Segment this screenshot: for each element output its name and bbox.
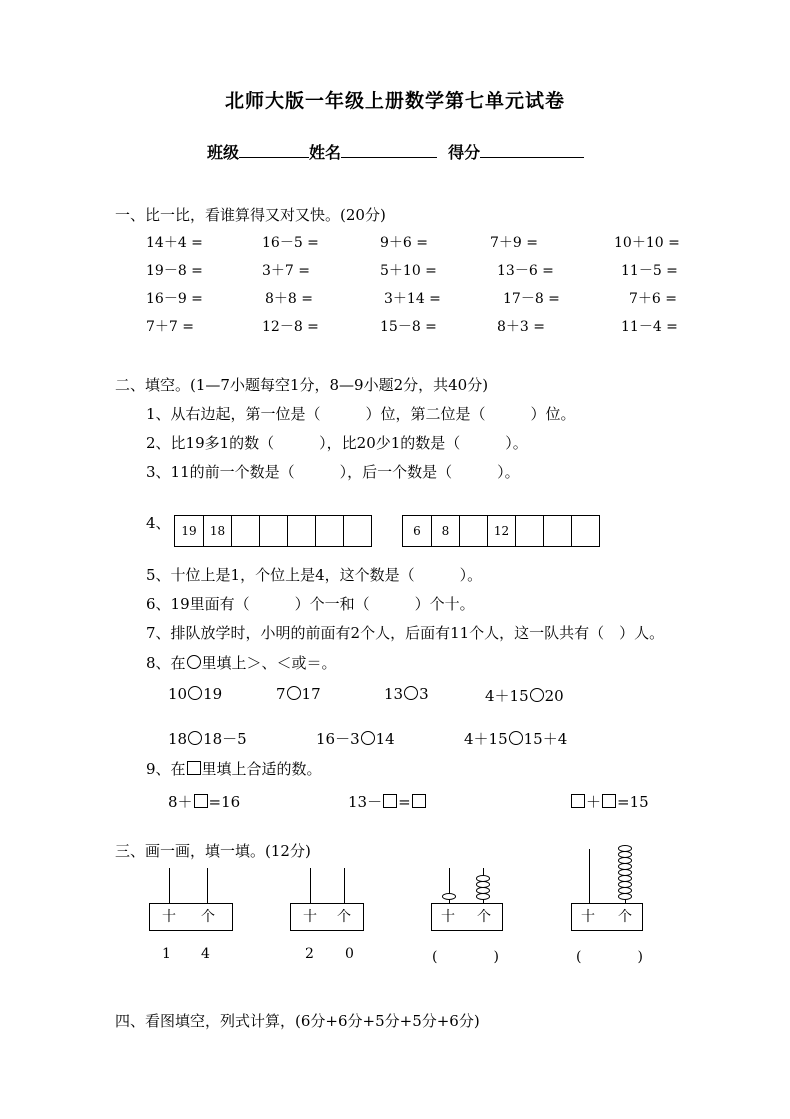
abacus-1 — [149, 868, 233, 932]
abacus-4-answer[interactable]: ( ) — [576, 949, 643, 965]
question-9-suffix: 里填上合适的数。 — [201, 760, 322, 778]
sequence-cell[interactable] — [315, 516, 343, 546]
compare-right: 20 — [544, 687, 564, 705]
question-8-suffix: 里填上＞、＜或＝。 — [201, 654, 337, 672]
calc-item: 8＋8 = — [265, 291, 313, 307]
answer-box[interactable] — [194, 794, 208, 808]
score-label: 得分 — [448, 143, 481, 162]
equation-text: =16 — [208, 793, 241, 811]
answer-box[interactable] — [602, 794, 616, 808]
equation-text: =15 — [617, 793, 649, 811]
compare-left: 10 — [168, 685, 188, 703]
abacus-base — [431, 903, 503, 931]
abacus-2-ones-answer: 0 — [345, 946, 354, 962]
calc-item: 7＋9 = — [490, 235, 538, 251]
bead — [618, 851, 632, 858]
sequence-cell[interactable] — [543, 516, 571, 546]
calc-item: 3＋14 = — [384, 291, 441, 307]
sequence-cell: 12 — [487, 516, 515, 546]
ones-label: 个 — [477, 909, 491, 925]
question-4-label: 4、 — [146, 514, 171, 532]
question-2: 2、比19多1的数（ ），比20少1的数是（ ）。 — [146, 434, 528, 452]
question-1: 1、从右边起，第一位是（ ）位，第二位是（ ）位。 — [146, 405, 576, 423]
sequence-cell[interactable] — [515, 516, 543, 546]
abacus-2 — [290, 868, 374, 932]
tens-rod — [310, 868, 311, 903]
sequence-cell: 8 — [431, 516, 459, 546]
section-1-heading: 一、比一比，看谁算得又对又快。(20分) — [115, 206, 386, 224]
question-8 — [146, 652, 337, 673]
question-9 — [146, 758, 322, 779]
bead — [476, 881, 490, 888]
compare-item — [168, 728, 247, 749]
bead — [618, 893, 632, 900]
question-3: 3、11的前一个数是（ ），后一个数是（ ）。 — [146, 463, 520, 481]
class-blank[interactable] — [239, 143, 309, 158]
abacus-base — [571, 903, 643, 931]
tens-label: 十 — [162, 909, 176, 925]
abacus-base — [290, 903, 364, 931]
info-line — [207, 140, 584, 163]
abacus-3 — [431, 868, 515, 932]
sequence-cell: 18 — [203, 516, 231, 546]
section-4-heading: 四、看图填空，列式计算，(6分+6分+5分+5分+6分) — [115, 1012, 480, 1030]
compare-right: 17 — [301, 685, 321, 703]
compare-left: 4＋15 — [485, 687, 529, 705]
compare-item — [168, 685, 222, 703]
calc-item: 10＋10 = — [614, 235, 680, 251]
circle-icon — [187, 655, 201, 669]
compare-item — [316, 728, 395, 749]
compare-circle[interactable] — [287, 686, 301, 700]
fill-equation-2 — [348, 791, 427, 812]
compare-left: 4＋15 — [464, 730, 508, 748]
abacus-1-tens-answer: 1 — [162, 946, 171, 962]
bead — [476, 875, 490, 882]
question-7: 7、排队放学时，小明的前面有2个人，后面有11个人，这一队共有（ ）人。 — [146, 624, 665, 642]
calc-item: 8＋3 = — [497, 319, 545, 335]
sequence-cell: 6 — [413, 524, 421, 538]
sequence-cell[interactable] — [459, 516, 487, 546]
calc-item: 7＋7 = — [146, 319, 194, 335]
tens-label: 十 — [441, 909, 455, 925]
compare-left: 16－3 — [316, 730, 360, 748]
bead — [618, 857, 632, 864]
compare-right: 18－5 — [203, 730, 247, 748]
bead — [618, 875, 632, 882]
compare-right: 3 — [419, 685, 429, 703]
question-5: 5、十位上是1，个位上是4，这个数是（ ）。 — [146, 566, 483, 584]
section-3-heading: 三、画一画，填一填。(12分) — [115, 842, 311, 860]
fill-equation-1 — [168, 791, 240, 812]
calc-item: 16－9 = — [146, 291, 203, 307]
sequence-cell: 19 — [181, 524, 197, 538]
compare-left: 18 — [168, 730, 188, 748]
name-label: 姓名 — [309, 143, 342, 162]
bead — [476, 887, 490, 894]
ones-label: 个 — [337, 909, 351, 925]
compare-circle[interactable] — [404, 686, 418, 700]
calc-item: 12－8 = — [262, 319, 319, 335]
compare-right: 15＋4 — [523, 730, 568, 748]
calc-item: 17－8 = — [503, 291, 560, 307]
question-6: 6、19里面有（ ）个一和（ ）个十。 — [146, 595, 475, 613]
compare-circle[interactable] — [361, 731, 375, 745]
compare-circle[interactable] — [509, 731, 523, 745]
sequence-cell[interactable] — [343, 516, 371, 546]
equation-text: = — [398, 793, 411, 811]
question-9-prefix: 9、在 — [146, 760, 186, 778]
compare-right: 19 — [203, 685, 223, 703]
compare-left: 7 — [276, 685, 286, 703]
ones-rod — [344, 868, 345, 903]
sequence-cell[interactable] — [231, 516, 259, 546]
calc-item: 14＋4 = — [146, 235, 203, 251]
bead — [618, 845, 632, 852]
bead — [618, 881, 632, 888]
bead — [618, 887, 632, 894]
bead — [476, 893, 490, 900]
compare-item — [485, 685, 564, 706]
sequence-cell[interactable] — [287, 516, 315, 546]
calc-item: 19－8 = — [146, 263, 203, 279]
score-blank[interactable] — [480, 143, 584, 158]
equation-text: ＋ — [586, 793, 602, 811]
calc-item: 15－8 = — [380, 319, 437, 335]
fill-equation-3 — [570, 791, 649, 812]
calc-item: 13－6 = — [497, 263, 554, 279]
calc-item: 16－5 = — [262, 235, 319, 251]
compare-circle[interactable] — [530, 688, 544, 702]
sequence-cell[interactable] — [571, 516, 599, 546]
bead — [442, 893, 456, 900]
calc-item: 11－5 = — [621, 263, 678, 279]
ones-label: 个 — [618, 909, 632, 925]
tens-rod — [169, 868, 170, 903]
abacus-base — [149, 903, 233, 931]
question-8-prefix: 8、在 — [146, 654, 186, 672]
calc-item: 9＋6 = — [380, 235, 428, 251]
name-blank[interactable] — [341, 143, 437, 158]
square-icon — [187, 761, 201, 775]
number-sequence-1 — [174, 515, 372, 547]
tens-rod — [589, 849, 590, 903]
compare-item — [276, 685, 321, 703]
class-label: 班级 — [207, 143, 240, 162]
calc-item: 3＋7 = — [262, 263, 310, 279]
sequence-cell[interactable] — [259, 516, 287, 546]
abacus-2-tens-answer: 2 — [305, 946, 314, 962]
bead — [618, 869, 632, 876]
bead — [618, 863, 632, 870]
abacus-1-ones-answer: 4 — [201, 946, 210, 962]
tens-label: 十 — [581, 909, 595, 925]
compare-item — [464, 728, 567, 749]
equation-text: 8＋ — [168, 793, 193, 811]
ones-label: 个 — [201, 909, 215, 925]
calc-item: 5＋10 = — [380, 263, 437, 279]
answer-box[interactable] — [383, 794, 397, 808]
compare-left: 13 — [384, 685, 404, 703]
number-sequence-2 — [402, 515, 600, 547]
answer-box[interactable] — [571, 794, 585, 808]
equation-text: 13－ — [348, 793, 383, 811]
answer-box[interactable] — [412, 794, 426, 808]
compare-circle[interactable] — [188, 686, 202, 700]
calc-item: 11－4 = — [621, 319, 678, 335]
ones-rod — [207, 868, 208, 903]
compare-right: 14 — [375, 730, 395, 748]
page-title: 北师大版一年级上册数学第七单元试卷 — [224, 90, 565, 112]
compare-item — [384, 685, 429, 703]
tens-label: 十 — [303, 909, 317, 925]
section-2-heading: 二、填空。(1—7小题每空1分，8—9小题2分，共40分) — [115, 376, 489, 394]
compare-circle[interactable] — [188, 731, 202, 745]
abacus-3-answer[interactable]: ( ) — [432, 949, 499, 965]
calc-item: 7＋6 = — [629, 291, 677, 307]
abacus-4 — [571, 849, 655, 932]
